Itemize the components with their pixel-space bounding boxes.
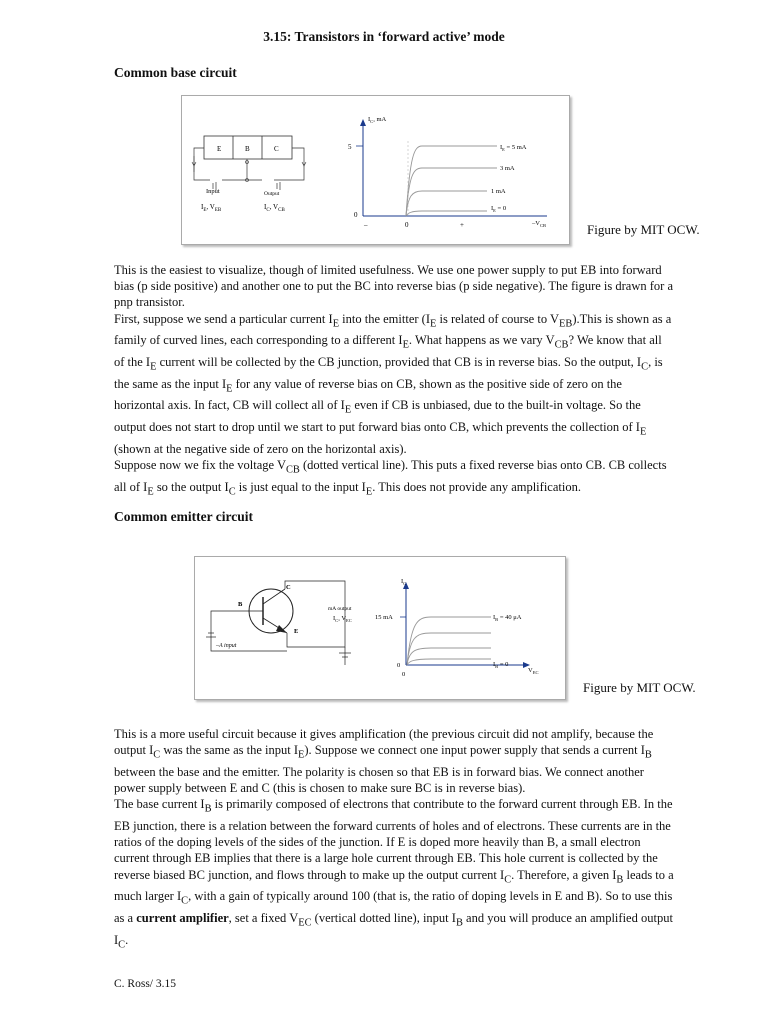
common-base-text [114, 262, 674, 500]
paragraph: This is the easiest to visualize, though of limited usefulness. We use one power supply to put EB into forward bias (p side positive) and another one to put the BC into reverse bias (p side negative). The figure is drawn for a pnp transistor. [114, 263, 673, 310]
ce-x-axis-label: $V_{EC}$ [528, 667, 539, 675]
ce-input-label: –A input [216, 643, 237, 649]
y-tick-5: 5 [348, 143, 352, 151]
input-variables-label: $I_E$, $V_{EB}$ [201, 203, 222, 213]
section-heading-common-emitter: Common emitter circuit [114, 509, 253, 524]
output-label: Output [264, 191, 280, 197]
region-c-label: C [274, 145, 279, 153]
y-axis-label: $I_C$, mA [368, 116, 387, 124]
figure-common-base [181, 95, 570, 245]
page-footer: C. Ross/ 3.15 [114, 978, 176, 990]
section-heading-common-base: Common base circuit [114, 65, 237, 80]
page-title: 3.15: Transistors in ‘forward active’ mode [263, 29, 505, 44]
common-emitter-text [114, 726, 674, 953]
ce-y-axis-label: $I_C$ [401, 578, 407, 586]
ce-x-tick-0: 0 [402, 671, 406, 678]
paragraph: The base current $I_B$ is primarily composed of electrons that contribute to the forward current through EB. In the EB junction, there is a relation between the forward currents of holes and of electrons. These currents are in the ratios of the doping levels of the sides of the junction. If E is doped more heavily than B, a small electron current through EB implies that there is a large hole current through EB. This hole current is collected by the reverse biased BC junction, and flows through to make up the output current $I_C$. Therefore, a given $I_B$ leads to a much larger $I_C$, with a gain of typically around 100 (that is, the ratio of doping levels in E and B). So to use this as a current amplifier, set a fixed $V_{EC}$ (vertical dotted line), input $I_B$ and you will produce an amplified output $I_C$. [114, 797, 674, 951]
common-emitter-diagram [195, 557, 565, 699]
emitter-label: E [294, 628, 299, 635]
curve-label-3ma: 3 mA [500, 165, 515, 172]
curve-label-ie-0: $I_E = 0$ [491, 205, 507, 213]
figure-credit-common-base: Figure by MIT OCW. [587, 222, 700, 237]
curve-label-1ma: 1 mA [491, 188, 506, 195]
paragraph: This is a more useful circuit because it gives amplification (the previous circuit did not amplify, because the output $I_C$ was the same as the input $I_E$). Suppose we connect one input power supply that sends a current $I_B$ between the base and the emitter. The polarity is chosen so that EB is in forward bias. We connect another power supply between E and C (this is chosen to make sure BC is in reverse bias). [114, 727, 654, 796]
paragraph: Suppose now we fix the voltage $V_{CB}$ (dotted vertical line). This puts a fixed reverse bias onto CB. CB collects all of $I_E$ so the output $I_C$ is just equal to the input $I_E$. This does not provide any amplification. [114, 458, 667, 498]
ce-output-label-line1: mA output [328, 606, 352, 612]
ce-y-tick-0: 0 [397, 662, 401, 669]
x-tick-0: 0 [405, 221, 409, 229]
ce-output-label-line2: $I_C$, $V_{EC}$ [333, 615, 352, 623]
curve-label-ie-5ma: $I_E = 5$ mA [500, 144, 527, 152]
ce-y-tick-15: 15 mA [375, 614, 393, 621]
region-e-label: E [217, 145, 222, 153]
common-base-diagram [182, 96, 569, 244]
input-label: Input [206, 188, 220, 195]
figure-common-emitter [194, 556, 566, 700]
figure-credit-common-emitter: Figure by MIT OCW. [583, 680, 696, 695]
collector-label: C [286, 584, 291, 591]
ce-curve-label-ib-40: $I_B = 40$ μA [493, 614, 522, 622]
base-label: B [238, 601, 243, 608]
y-tick-0: 0 [354, 211, 358, 219]
ce-curve-label-ib-0: $I_B = 0$ [493, 661, 509, 669]
paragraph: First, suppose we send a particular current $I_E$ into the emitter ($I_E$ is related of course to $V_{EB}).This$ is shown as a family of curved lines, each corresponding to a different $I_E$. What happens as we vary $V_{CB}$? We know that all of the $I_E$ current will be collected by the CB junction, provided that CB is in reverse bias. So the output, $I_C$, is the same as the input $I_E$ for any value of reverse bias on CB, shown as the positive side of zero on the horizontal axis. In fact, CB will collect all of $I_E$ even if CB is unbiased, due to the built-in voltage. So the output does not start to drop until we start to put forward bias onto CB, which prevents the collection of $I_E$ (shown at the negative side of zero on the horizontal axis). [114, 311, 672, 456]
x-axis-label: $-V_{CB}$ [532, 220, 546, 228]
x-tick-plus: + [460, 221, 464, 229]
region-b-label: B [245, 145, 250, 153]
output-variables-label: $I_C$, $V_{CB}$ [264, 203, 285, 213]
x-tick-minus: – [364, 221, 368, 229]
